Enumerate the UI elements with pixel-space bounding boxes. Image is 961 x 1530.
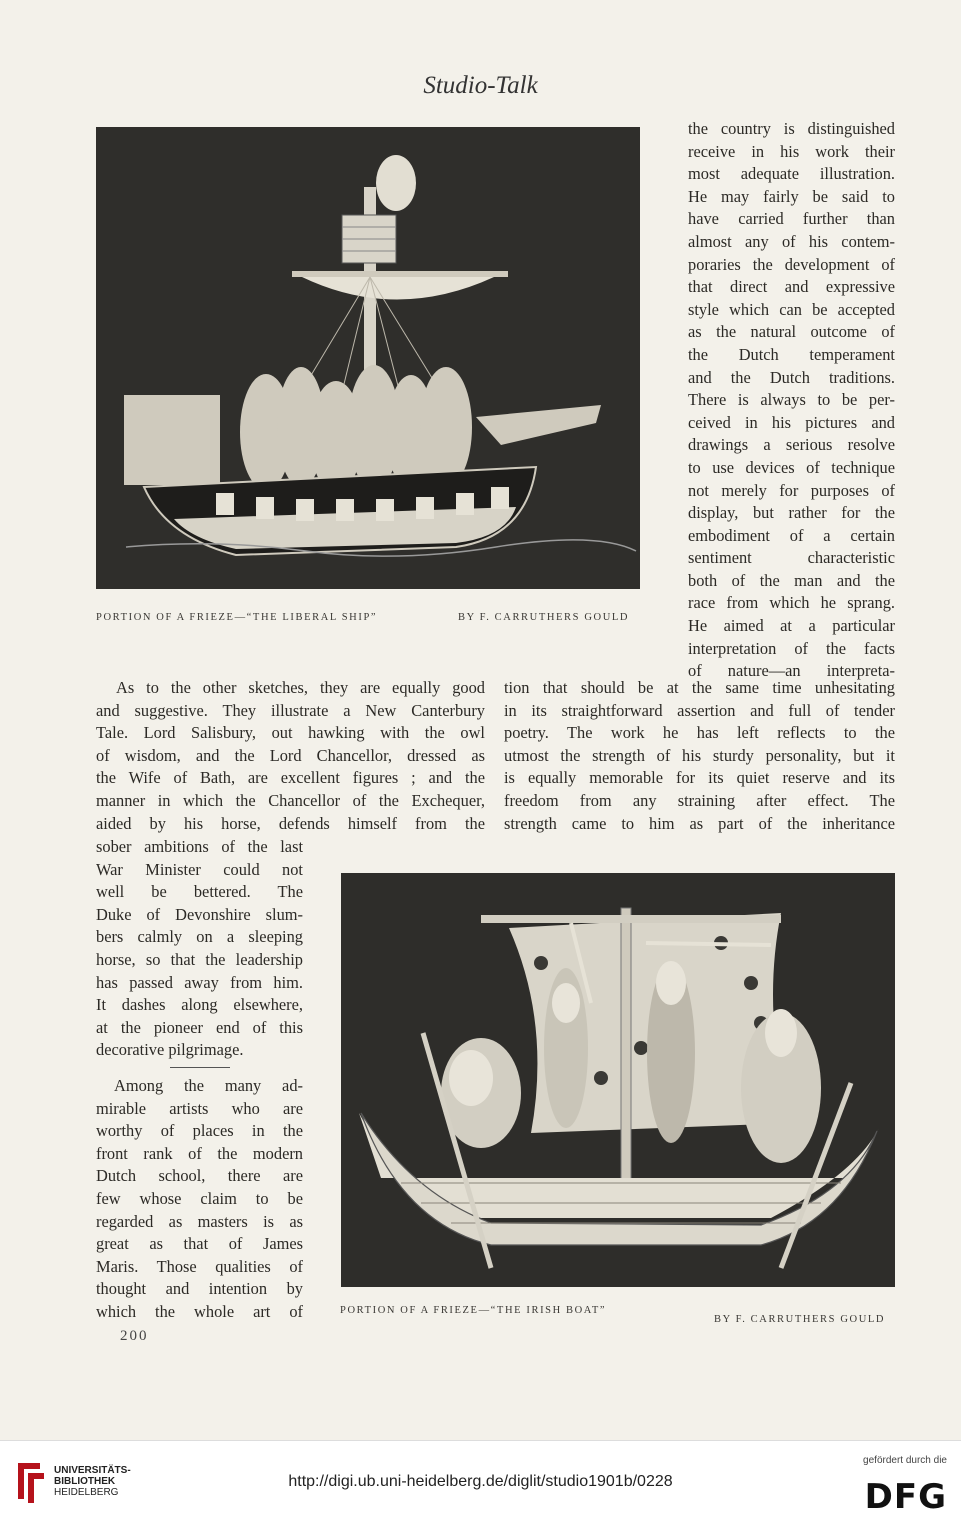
liberal-ship-illustration xyxy=(96,127,640,589)
text-line: sober ambitions of the last xyxy=(96,837,303,856)
text-line: Tale. Lord Salisbury, out hawking with the owl xyxy=(96,723,485,743)
text-line: style which can be accepted xyxy=(688,299,895,319)
text-line: decorative pilgrimage. xyxy=(96,1040,244,1060)
right-column-top xyxy=(688,118,895,683)
text-line: He aimed at a particular xyxy=(688,616,895,636)
text-line: bers calmly on a sleeping xyxy=(96,927,303,947)
plate-irish-boat xyxy=(341,873,895,1287)
text-line: There is always to be per- xyxy=(688,390,895,410)
text-line: well be bettered. The xyxy=(96,882,303,902)
institution-line: BIBLIOTHEK xyxy=(54,1476,116,1487)
text-line: few whose claim to be xyxy=(96,1188,303,1208)
text-line: ceived in his pictures and xyxy=(688,412,895,432)
text-line: Dutch school, there are xyxy=(96,1166,303,1186)
page-number: 200 xyxy=(120,1328,149,1344)
text-line: horse, so that the leadership xyxy=(96,949,303,969)
dfg-logo: DFG xyxy=(864,1477,947,1517)
text-line: both of the man and the xyxy=(688,570,895,590)
text-line: strength came to him as part of the inheritance xyxy=(504,813,895,833)
text-line: is equally memorable for its quiet reserve and its xyxy=(504,768,895,788)
text-line: front rank of the modern xyxy=(96,1143,303,1163)
text-line: in its straightforward assertion and full of tender xyxy=(504,700,895,720)
text-line: of nature—an interpreta- xyxy=(688,661,895,681)
text-line: has passed away from him. xyxy=(96,972,303,992)
text-line: utmost the strength of his sturdy personality, but it xyxy=(504,745,895,765)
text-line: regarded as masters is as xyxy=(96,1211,303,1231)
text-line: have carried further than xyxy=(688,209,895,229)
plate-liberal-ship xyxy=(96,127,640,589)
text-line: display, but rather for the xyxy=(688,503,895,523)
text-line: to use devices of technique xyxy=(688,457,895,477)
right-column-mid xyxy=(504,677,895,835)
text-line: not merely for purposes of xyxy=(688,480,895,500)
text-line: the Wife of Bath, are excellent figures ; and the xyxy=(96,768,485,788)
digitization-footer xyxy=(0,1440,961,1530)
plate-top-credit: BY F. CARRUTHERS GOULD xyxy=(458,612,630,623)
text-line: thought and intention by xyxy=(96,1279,303,1299)
left-column-mid xyxy=(96,677,485,835)
text-line: Maris. Those qualities of xyxy=(96,1256,303,1276)
text-line: most adequate illustration. xyxy=(688,164,895,184)
permalink-url[interactable]: http://digi.ub.uni-heidelberg.de/diglit/studio1901b/0228 xyxy=(288,1473,673,1490)
text-line: Among the many ad- xyxy=(114,1076,303,1095)
text-line: poetry. The work he has left reflects to the xyxy=(504,723,895,743)
text-line: drawings a serious resolve xyxy=(688,435,895,455)
institution-line: HEIDELBERG xyxy=(54,1487,119,1498)
text-line: sentiment characteristic xyxy=(688,548,895,568)
text-line: interpretation of the facts xyxy=(688,638,895,658)
text-line: and the Dutch traditions. xyxy=(688,367,895,387)
section-divider xyxy=(170,1067,230,1068)
text-line: poraries the development of xyxy=(688,254,895,274)
text-line: at the pioneer end of this xyxy=(96,1017,303,1037)
plate-bottom-credit: BY F. CARRUTHERS GOULD xyxy=(714,1314,886,1325)
text-line: as the natural outcome of xyxy=(688,322,895,342)
text-line: the country is distinguished xyxy=(688,119,895,138)
text-line: the Dutch temperament xyxy=(688,344,895,364)
irish-boat-illustration xyxy=(341,873,895,1287)
institution-line: UNIVERSITÄTS- xyxy=(54,1465,131,1476)
text-line: almost any of his contem- xyxy=(688,231,895,251)
text-line: He may fairly be said to xyxy=(688,186,895,206)
sponsor-label: gefördert durch die xyxy=(863,1455,947,1466)
text-line: War Minister could not xyxy=(96,859,303,879)
text-line: of wisdom, and the Lord Chancellor, dressed as xyxy=(96,745,485,765)
text-line: Duke of Devonshire slum- xyxy=(96,904,303,924)
text-line: tion that should be at the same time unhesitating xyxy=(504,678,895,697)
left-column-narrow-1 xyxy=(96,836,303,1062)
text-line: freedom from any straining after effect. The xyxy=(504,790,895,810)
text-line: As to the other sketches, they are equally good xyxy=(116,678,485,697)
left-column-narrow-2 xyxy=(96,1075,303,1324)
text-line: and suggestive. They illustrate a New Canterbury xyxy=(96,700,485,720)
plate-bottom-caption: PORTION OF A FRIEZE—“THE IRISH BOAT” xyxy=(340,1305,607,1316)
text-line: mirable artists who are xyxy=(96,1098,303,1118)
text-line: race from which he sprang. xyxy=(688,593,895,613)
text-line: that direct and expressive xyxy=(688,277,895,297)
text-line: worthy of places in the xyxy=(96,1121,303,1141)
text-line: receive in his work their xyxy=(688,141,895,161)
text-line: which the whole art of xyxy=(96,1301,303,1321)
text-line: It dashes along elsewhere, xyxy=(96,995,303,1015)
plate-top-caption: PORTION OF A FRIEZE—“THE LIBERAL SHIP” xyxy=(96,612,378,623)
text-line: aided by his horse, defends himself from the xyxy=(96,813,485,833)
text-line: embodiment of a certain xyxy=(688,525,895,545)
text-line: great as that of James xyxy=(96,1234,303,1254)
text-line: manner in which the Chancellor of the Exchequer, xyxy=(96,790,485,810)
running-head: Studio-Talk xyxy=(423,72,538,99)
